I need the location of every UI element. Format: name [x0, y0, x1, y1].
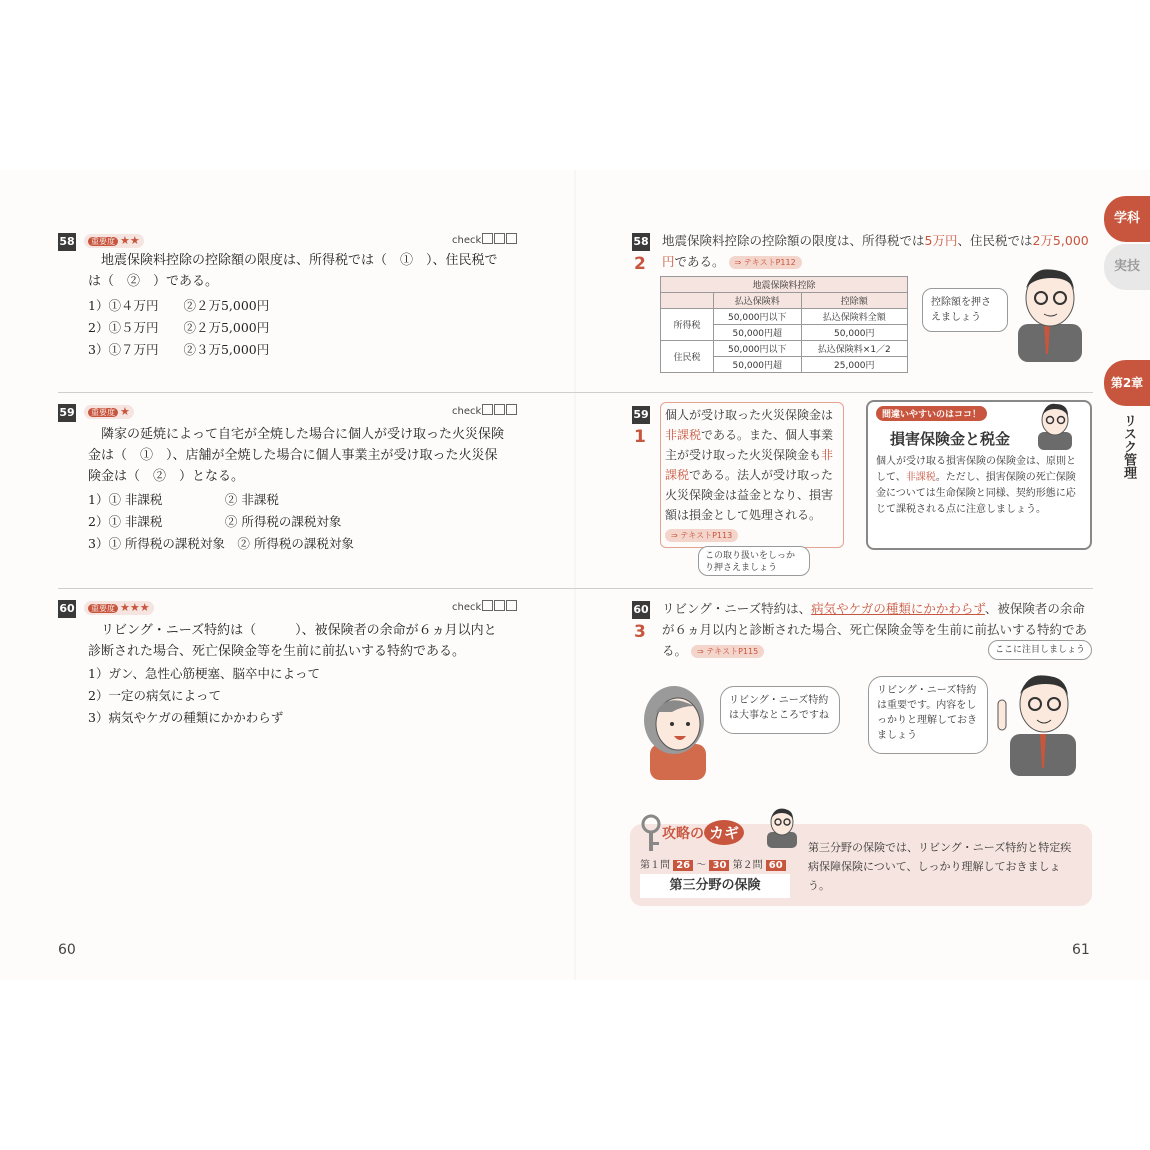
answer-value: 2 — [634, 254, 646, 274]
option-2: 2）一定の病気によって — [88, 688, 221, 703]
table-cell: 50,000円超 — [714, 325, 802, 341]
check-box[interactable] — [506, 600, 517, 611]
key-topic: 第三分野の保険 — [640, 874, 790, 898]
importance-badge — [84, 601, 154, 615]
check-boxes[interactable] — [452, 404, 517, 417]
table-cell: 50,000円以下 — [714, 341, 802, 357]
caution-box — [866, 400, 1092, 550]
answer-text: 地震保険料控除の控除額の限度は、所得税では — [662, 233, 925, 248]
teacher-illustration — [1004, 258, 1090, 362]
option-3: 3）①７万円 ②３万5,000円 — [88, 342, 270, 357]
question-line: は（ ② ）である。 — [88, 274, 219, 289]
chapter-tab[interactable]: 第2章 — [1104, 360, 1150, 406]
key-title-a: 攻略の — [662, 826, 704, 842]
table-cell: 50,000円超 — [714, 357, 802, 373]
key-range — [640, 856, 786, 871]
table-cell: 払込保険料全額 — [801, 309, 907, 325]
caution-tag: 間違いやすいのはココ！ — [876, 406, 987, 421]
option-1: 1）①４万円 ②２万5,000円 — [88, 298, 270, 313]
question-text — [88, 424, 528, 487]
answer-highlight: 2万5,000円 — [662, 233, 1089, 269]
page-number-left: 60 — [58, 942, 76, 958]
key-range-number: 26 — [673, 860, 693, 871]
option-3: 3）① 所得税の課税対象 ② 所得税の課税対象 — [88, 536, 354, 551]
check-label: check — [452, 235, 482, 246]
speech-bubble-small: ここに注目しましょう — [988, 640, 1092, 660]
importance-stars: ★★★ — [120, 601, 150, 614]
answer-value: 1 — [634, 427, 646, 447]
answer-number: 60 — [632, 601, 650, 619]
check-box[interactable] — [494, 404, 505, 415]
key-title-b: カギ — [704, 820, 744, 845]
key-range-number: 30 — [709, 860, 729, 871]
caution-text — [876, 454, 1082, 518]
table-cell: 25,000円 — [801, 357, 907, 373]
answer-text: である。法人が受け取った火災保険金は益金となり、損害額は損金として処理される。 — [665, 468, 834, 522]
check-box[interactable] — [494, 600, 505, 611]
answer-text: 個人が受け取った火災保険金は — [665, 408, 834, 422]
option-3: 3）病気やケガの種類にかかわらず — [88, 710, 284, 725]
importance-stars: ★ — [120, 405, 130, 418]
table-row-label: 所得税 — [661, 309, 714, 341]
importance-badge — [84, 234, 144, 248]
answer-text: リビング・ニーズ特約は、 — [662, 601, 812, 616]
speech-bubble: この取り扱いをしっかり押さえましょう — [698, 546, 810, 576]
section-divider — [58, 392, 1093, 393]
caution-title: 損害保険金と税金 — [890, 430, 1011, 448]
question-number: 60 — [58, 600, 76, 618]
importance-badge — [84, 405, 134, 419]
table-header: 控除額 — [801, 293, 907, 309]
check-box[interactable] — [482, 600, 493, 611]
answer-highlight: 病気やケガの種類にかかわらず — [811, 601, 985, 616]
text-reference[interactable]: ⇒ テキストP115 — [691, 645, 764, 658]
question-number: 59 — [58, 404, 76, 422]
option-1: 1）① 非課税 ② 非課税 — [88, 492, 279, 507]
key-range-label: 第２問 — [732, 860, 763, 871]
speech-bubble-teacher: リビング・ニーズ特約は重要です。内容をしっかりと理解しておきましょう — [868, 676, 988, 754]
importance-label: 重要度 — [88, 237, 118, 246]
option-2: 2）① 非課税 ② 所得税の課税対象 — [88, 514, 342, 529]
check-label: check — [452, 602, 482, 613]
text-reference[interactable]: ⇒ テキストP112 — [729, 256, 802, 269]
question-line: 金は（ ① ）、店舗が全焼した場合に個人事業主が受け取った火災保 — [88, 448, 498, 463]
question-line: 隣家の延焼によって自宅が全焼した場合に個人が受け取った火災保険 — [88, 427, 505, 442]
check-box[interactable] — [482, 404, 493, 415]
answer-number: 59 — [632, 406, 650, 424]
key-range-separator: 〜 — [696, 860, 707, 871]
text-reference[interactable]: ⇒ テキストP113 — [665, 529, 738, 542]
option-2: 2）①５万円 ②２万5,000円 — [88, 320, 270, 335]
importance-stars: ★★ — [120, 234, 140, 247]
table-cell: 払込保険料×1／2 — [801, 341, 907, 357]
teacher-small-illustration — [1032, 398, 1078, 450]
deduction-table — [660, 276, 908, 373]
option-1: 1）ガン、急性心筋梗塞、脳卒中によって — [88, 666, 320, 681]
answer-text: である。また、個人事業主が受け取った火災保険金も — [665, 428, 834, 462]
key-title — [662, 820, 744, 845]
caution-text-part: 個人が受け取る損害保険の保険金は、原則として、 — [876, 456, 1076, 483]
answer-text: 、被保険者の余命が６ヵ月以内と診断された場合、死亡保険金等を生前に前払いする特約である。 — [662, 601, 1088, 658]
answer-value: 3 — [634, 622, 646, 642]
question-line: 険金は（ ② ）となる。 — [88, 469, 245, 484]
answer-explanation — [660, 402, 844, 548]
answer-text: 、住民税では — [957, 233, 1033, 248]
caution-text-part: 。ただし、損害保険の死亡保険金については生命保険と同様、契約形態に応じて課税される点に注意しましょう。 — [876, 472, 1076, 515]
answer-text: である。 — [674, 254, 725, 269]
key-range-number: 60 — [766, 860, 786, 871]
table-row-label: 住民税 — [661, 341, 714, 373]
question-text — [88, 620, 528, 662]
speech-bubble-student: リビング・ニーズ特約は大事なところですね — [720, 686, 840, 734]
check-boxes[interactable] — [452, 600, 517, 613]
table-cell: 50,000円 — [801, 325, 907, 341]
table-header: 払込保険料 — [714, 293, 802, 309]
question-number: 58 — [58, 233, 76, 251]
chapter-title: リスク管理 — [1121, 414, 1136, 479]
tab-jitsugi[interactable]: 実技 — [1104, 244, 1150, 290]
importance-label: 重要度 — [88, 604, 118, 613]
section-divider — [58, 588, 1093, 589]
table-title: 地震保険料控除 — [661, 277, 908, 293]
teacher-illustration — [992, 664, 1088, 776]
caution-highlight: 非課税 — [905, 472, 936, 483]
question-line: 診断された場合、死亡保険金等を生前に前払いする特約である。 — [88, 644, 466, 659]
book-gutter — [574, 170, 576, 980]
question-line: リビング・ニーズ特約は（ ）、被保険者の余命が６ヵ月以内と — [88, 623, 497, 638]
key-text: 第三分野の保険では、リビング・ニーズ特約と特定疾病保障保険について、しっかり理解しておきましょう。 — [808, 841, 1072, 892]
tab-gakka[interactable]: 学科 — [1104, 196, 1150, 242]
answer-highlight: 非課税 — [665, 448, 834, 482]
answer-highlight: 5万円 — [924, 233, 958, 248]
check-box[interactable] — [494, 233, 505, 244]
speech-bubble: 控除額を押さえましょう — [922, 288, 1008, 332]
importance-label: 重要度 — [88, 408, 118, 417]
check-box[interactable] — [482, 233, 493, 244]
check-box[interactable] — [506, 404, 517, 415]
table-cell: 50,000円以下 — [714, 309, 802, 325]
check-label: check — [452, 406, 482, 417]
check-boxes[interactable] — [452, 233, 517, 246]
question-line: 地震保険料控除の控除額の限度は、所得税では（ ① ）、住民税で — [88, 253, 498, 268]
answer-number: 58 — [632, 233, 650, 251]
key-range-label: 第１問 — [640, 860, 670, 871]
check-box[interactable] — [506, 233, 517, 244]
teacher-small-illustration — [762, 804, 802, 848]
answer-highlight: 非課税 — [665, 428, 702, 442]
page-number-right: 61 — [1072, 942, 1090, 958]
student-illustration — [632, 676, 716, 780]
question-text — [88, 250, 528, 292]
